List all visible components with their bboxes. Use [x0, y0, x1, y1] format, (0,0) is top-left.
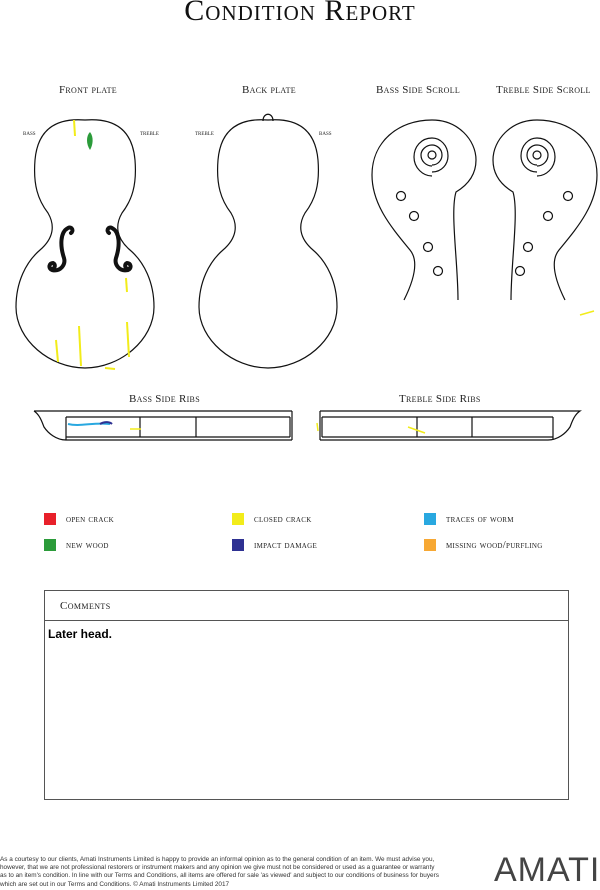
legend-closed-crack [232, 513, 312, 525]
green-swatch-icon [44, 539, 56, 551]
closed-crack-mark [317, 423, 318, 431]
f-hole-right [108, 228, 131, 271]
closed-crack-mark [127, 322, 129, 357]
yellow-swatch-icon [232, 513, 244, 525]
closed-crack-mark [56, 340, 58, 362]
back-plate-outline [199, 120, 337, 368]
legend-impact-damage [232, 539, 317, 551]
back-plate-label: Back plate [242, 84, 296, 96]
back-treble-tag: treble [195, 130, 214, 137]
legend-traces-of-worm [424, 513, 514, 525]
legend-label: closed crack [254, 513, 312, 525]
closed-crack-mark [126, 278, 127, 292]
closed-crack-mark [105, 368, 115, 369]
front-plate-label: Front plate [59, 84, 117, 96]
comments-box [44, 590, 569, 800]
f-hole-left [49, 228, 72, 271]
legend-label: impact damage [254, 539, 318, 551]
treble-ribs-drawing [320, 411, 580, 440]
bass-scroll-drawing [372, 120, 476, 300]
front-bass-tag: bass [23, 130, 36, 137]
navy-swatch-icon [232, 539, 244, 551]
closed-crack-mark [79, 326, 81, 366]
closed-crack-mark [74, 120, 75, 136]
front-treble-tag: treble [140, 130, 159, 137]
legend-label: open crack [66, 513, 115, 525]
closed-crack-mark [580, 311, 594, 315]
comments-heading: Comments [45, 591, 568, 621]
orange-swatch-icon [424, 539, 436, 551]
back-bass-tag: bass [319, 130, 332, 137]
blue-swatch-icon [424, 513, 436, 525]
legend-missing-wood [424, 539, 543, 551]
disclaimer-text: As a courtesy to our clients, Amati Instruments Limited is happy to provide an informal opinion as to the general condition of an item. We must advise you, however, that we are not professional restorers or instrument makers and any opinion we give must not be considered or used as a guarantee or warranty as to an item's condition. In line with our Terms and Conditions, all items are offered for sale 'as viewed' and subject to our conditions of business for buyers which are set out in our Terms and Conditions. © Amati Instruments Limited 2017 [0, 856, 439, 888]
page-title: Condition Report [184, 0, 416, 27]
legend-label: traces of worm [446, 513, 514, 525]
legend-new-wood [44, 539, 109, 551]
front-plate-outline [16, 120, 154, 368]
red-swatch-icon [44, 513, 56, 525]
comments-text[interactable]: Later head. [48, 627, 113, 641]
amati-logo: AMATI [494, 851, 600, 889]
treble-scroll-drawing [493, 120, 597, 300]
treble-side-scroll-label: Treble Side Scroll [496, 84, 591, 96]
legend-label: missing wood/purfling [446, 539, 543, 551]
treble-side-ribs-label: Treble Side Ribs [399, 393, 481, 405]
worm-trace-mark [68, 424, 110, 425]
new-wood-mark [87, 132, 93, 150]
legend-open-crack [44, 513, 114, 525]
legend-label: new wood [66, 539, 109, 551]
bass-side-scroll-label: Bass Side Scroll [376, 84, 461, 96]
bass-side-ribs-label: Bass Side Ribs [129, 393, 200, 405]
